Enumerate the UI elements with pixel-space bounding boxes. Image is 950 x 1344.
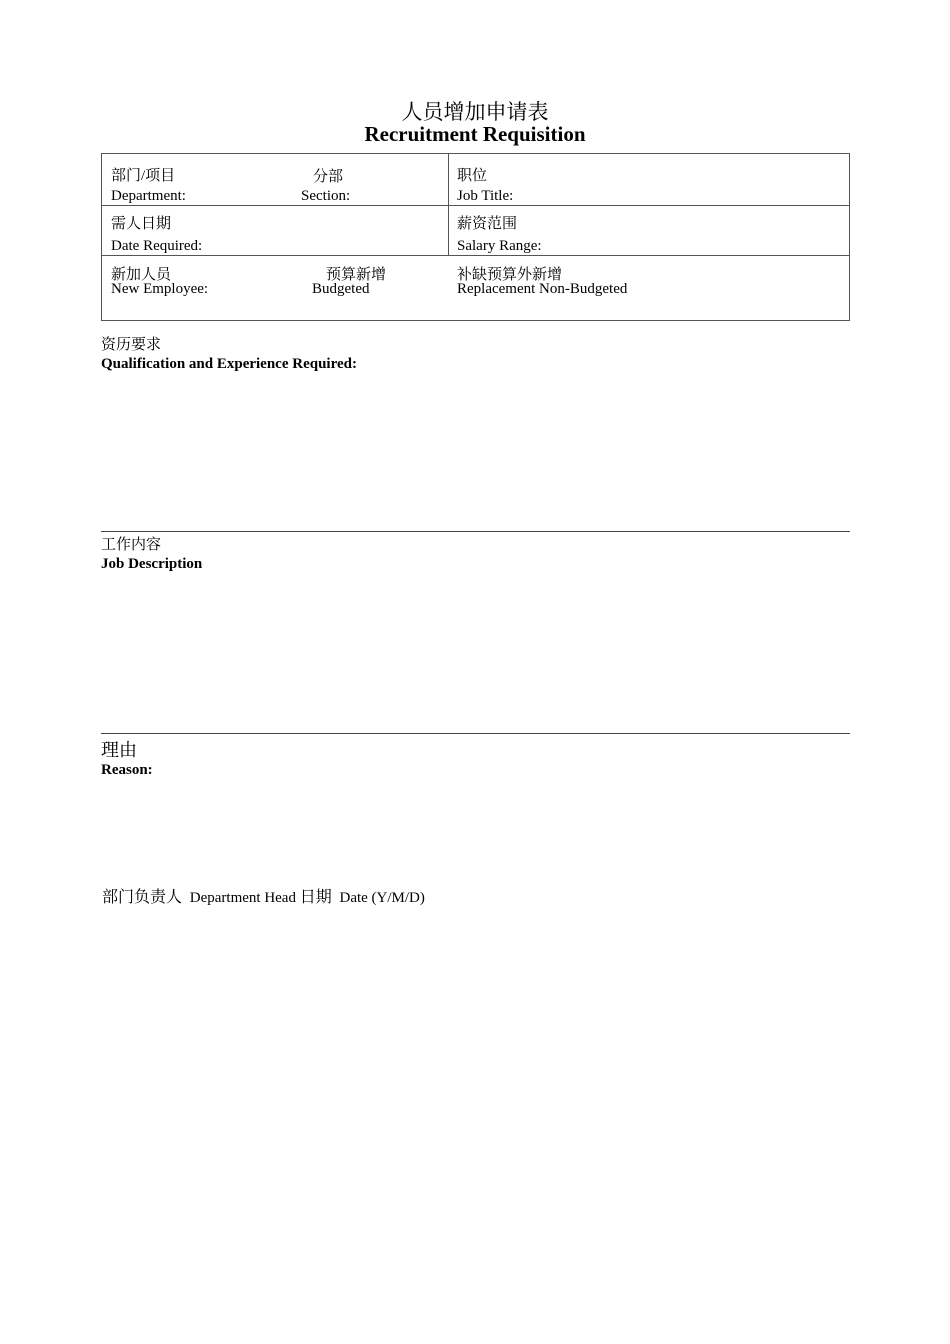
signature-line bbox=[102, 884, 425, 907]
job-title-label-cn: 职位 bbox=[457, 168, 488, 184]
job-title-label-en: Job Title: bbox=[457, 188, 514, 204]
table-row-divider bbox=[102, 255, 849, 256]
salary-range-label-cn: 薪资范围 bbox=[457, 216, 518, 232]
department-label-cn: 部门/项目 bbox=[111, 168, 176, 184]
title-english: Recruitment Requisition bbox=[364, 122, 586, 146]
reason-label-en: Reason: bbox=[101, 762, 153, 778]
new-employee-label-cn: 新加人员 bbox=[111, 267, 172, 283]
requisition-table bbox=[101, 153, 850, 321]
budgeted-label-cn: 预算新增 bbox=[326, 267, 387, 283]
job-description-divider bbox=[101, 733, 850, 734]
date-required-label-cn: 需人日期 bbox=[111, 216, 172, 232]
department-label-en: Department: bbox=[111, 188, 186, 204]
salary-range-label-en: Salary Range: bbox=[457, 238, 542, 254]
title-chinese: 人员增加申请表 bbox=[401, 100, 549, 124]
replacement-label-en: Replacement Non-Budgeted bbox=[457, 281, 628, 297]
budgeted-label-en: Budgeted bbox=[312, 281, 370, 297]
date-label-en: Date (Y/M/D) bbox=[339, 890, 425, 906]
job-description-label-en: Job Description bbox=[101, 556, 203, 572]
department-head-label-cn: 部门负责人 bbox=[102, 889, 183, 906]
department-head-label-en: Department Head bbox=[189, 890, 296, 906]
table-column-divider bbox=[448, 154, 449, 255]
section-label-en: Section: bbox=[301, 188, 351, 204]
new-employee-label-en: New Employee: bbox=[111, 281, 209, 297]
replacement-label-cn: 补缺预算外新增 bbox=[457, 267, 563, 283]
qualification-label-en: Qualification and Experience Required: bbox=[101, 356, 357, 372]
date-label-cn: 日期 bbox=[299, 889, 332, 906]
reason-label-cn: 理由 bbox=[101, 740, 137, 760]
section-label-cn: 分部 bbox=[313, 169, 344, 185]
qualification-divider bbox=[101, 531, 850, 532]
qualification-label-cn: 资历要求 bbox=[101, 337, 162, 353]
date-required-label-en: Date Required: bbox=[111, 238, 203, 254]
job-description-label-cn: 工作内容 bbox=[101, 537, 162, 553]
table-row-divider bbox=[102, 205, 849, 206]
